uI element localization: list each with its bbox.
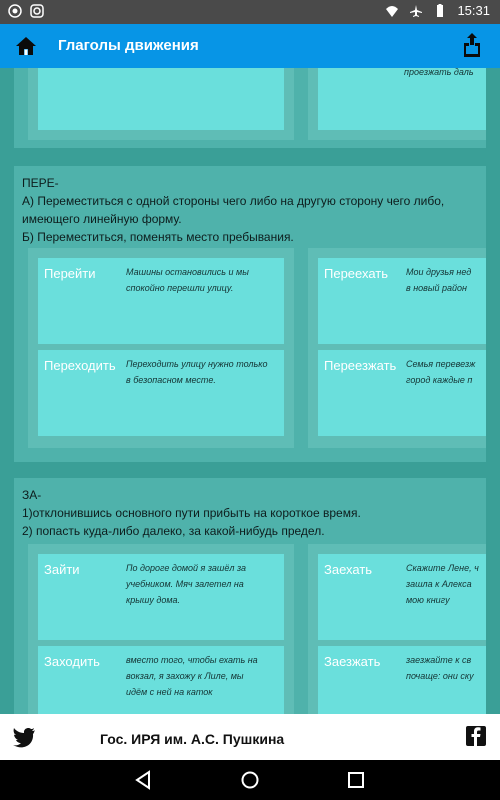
verb-card[interactable]: [38, 554, 284, 640]
back-icon[interactable]: [134, 770, 154, 790]
card-example: Машины остановились и мы спокойно перешли улицу.: [126, 267, 249, 293]
verb-card[interactable]: [318, 646, 486, 714]
section-description: ПЕРЕ- А) Переместиться с одной стороны чего либо на другую сторону чего либо, имеющего линейную форму. Б) Переместиться, поменять место пребывания.: [22, 176, 445, 244]
content-area[interactable]: [0, 68, 500, 714]
section-partial-top: [14, 68, 486, 148]
card-verb: Зайти: [44, 562, 80, 577]
footer-banner: [0, 714, 500, 760]
verb-card[interactable]: [38, 646, 284, 714]
card-example: проезжать даль: [404, 68, 474, 77]
card-example: Переходить улицу нужно только в безопасном месте.: [126, 359, 268, 385]
twitter-icon[interactable]: [12, 728, 36, 748]
card-verb: Переезжать: [324, 358, 397, 373]
card-verb: Переехать: [324, 266, 389, 281]
column-right: [308, 248, 486, 448]
home-icon[interactable]: [14, 34, 38, 58]
column-left: [28, 248, 294, 448]
card-example: По дороге домой я зашёл за учебником. Мяч залетел на крышу дома.: [126, 563, 247, 605]
wifi-icon: [385, 4, 399, 18]
share-icon[interactable]: [462, 32, 482, 58]
section-pere: [14, 166, 486, 462]
verb-card[interactable]: [38, 258, 284, 344]
status-bar: [0, 0, 500, 24]
battery-icon: [433, 4, 447, 18]
card-example: Мои друзья нед в новый район: [406, 267, 472, 293]
section-za: [14, 478, 486, 714]
card-verb: Заехать: [324, 562, 373, 577]
card-example: вместо того, чтобы ехать на вокзал, я захожу к Лиле, мы идём с ней на каток: [126, 655, 258, 697]
section-description: ЗА- 1)отклонившись основного пути прибыть на короткое время. 2) попасть куда-либо далеко, за какой-нибудь предел.: [22, 488, 361, 538]
column-left: [28, 68, 294, 140]
card-verb: Переходить: [44, 358, 116, 373]
facebook-icon[interactable]: [466, 726, 486, 746]
verb-card[interactable]: [318, 350, 486, 436]
column-left: [28, 544, 294, 714]
verb-card[interactable]: [318, 68, 486, 130]
verb-card[interactable]: [318, 554, 486, 640]
card-example: заезжайте к св почаще: они ску: [406, 655, 474, 681]
column-right: [308, 544, 486, 714]
column-right: [308, 68, 486, 140]
airplane-mode-icon: [409, 4, 423, 18]
banner-text: Гос. ИРЯ им. А.С. Пушкина: [100, 731, 285, 747]
instagram-icon: [30, 4, 44, 18]
app-bar: [0, 24, 500, 68]
verb-card[interactable]: [38, 68, 284, 130]
card-verb: Заезжать: [324, 654, 381, 669]
card-example: Скажите Лене, ч зашла к Алекса мою книгу: [406, 563, 479, 605]
recents-icon[interactable]: [346, 770, 366, 790]
clock-time: 15:31: [457, 3, 490, 18]
card-example: Семья перевезж город каждые п: [406, 359, 476, 385]
verb-card[interactable]: [38, 350, 284, 436]
verb-card[interactable]: [318, 258, 486, 344]
notification-icon: [8, 4, 22, 18]
card-verb: Заходить: [44, 654, 100, 669]
card-verb: Перейти: [44, 266, 96, 281]
navigation-bar: [0, 760, 500, 800]
page-title: Глаголы движения: [58, 37, 199, 54]
home-nav-icon[interactable]: [240, 770, 260, 790]
